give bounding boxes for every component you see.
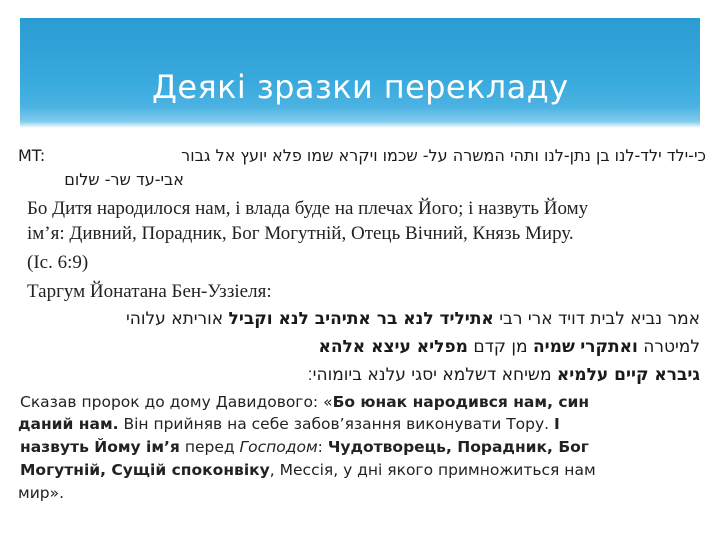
commentary-line-3-part-e: Чудотворець, Порадник, Бог (327, 438, 589, 456)
targum-line-3-part-b: משיחא דשלמא יסגי עלנא ביומוהי׃ (307, 365, 557, 385)
slide-title: Деякі зразки перекладу (152, 68, 569, 106)
hebrew-mt-line-2: אבי-עד שר- שלום (64, 170, 184, 189)
targum-line-1-part-c: אוריתא עלוהי (125, 309, 229, 329)
commentary-line-3-part-b: перед (179, 438, 240, 456)
targum-line-2-part-d: שמיה (532, 337, 575, 357)
targum-heading: Таргум Йонатана Бен-Уззіеля: (27, 281, 272, 302)
ukrainian-translation-line-1: Бо Дитя народилося нам, і влада буде на плечах Його; і назвуть Йому (27, 198, 589, 219)
scripture-reference: (Іс. 6:9) (27, 252, 89, 273)
targum-line-2-part-f: מפליא עיצא אלהא (318, 337, 468, 357)
commentary-line-5: мир». (18, 484, 65, 502)
commentary-line-3 (20, 438, 589, 456)
targum-line-3 (308, 365, 700, 385)
targum-line-1-part-b: אתיליד לנא בר אתיהיב לנא וקביל (228, 309, 494, 329)
commentary-line-3-part-a: назвуть Йому ім’я (20, 438, 180, 456)
commentary-line-2-part-b: Він прийняв на себе забов’язання виконувати Тору. (118, 415, 555, 433)
targum-line-3-part-a: גיברא קיים עלמיא (556, 365, 700, 385)
commentary-line-4-part-b: , Мессія, у дні якого примножиться нам (269, 461, 596, 479)
targum-line-2-part-a: למיטרה (637, 337, 700, 357)
hebrew-mt-line-1: כי-ילד ילד-לנו בן נתן-לנו ותהי המשרה על- שכמו ויקרא שמו פלא יועץ אל גבור (181, 146, 706, 165)
commentary-line-1-part-b: Бо юнак народився нам, син (332, 393, 590, 411)
commentary-line-1-part-a: Сказав пророк до дому Давидового: « (20, 393, 333, 411)
commentary-line-4 (20, 461, 596, 479)
commentary-line-2-part-c: І (554, 415, 560, 433)
commentary-line-2-part-a: даний нам. (18, 415, 119, 433)
commentary-line-3-part-d: : (317, 438, 328, 456)
commentary-line-4-part-a: Могутній, Сущій споконвіку (20, 461, 270, 479)
targum-line-1 (126, 309, 700, 329)
commentary-line-1 (20, 393, 589, 411)
targum-line-2-part-b: ואתקרי (580, 337, 638, 357)
mt-label: MT: (18, 146, 46, 165)
targum-line-2-part-e: מן קדם (467, 337, 533, 357)
targum-line-2 (318, 337, 700, 357)
targum-line-1-part-a: אמר נביא לבית דויד ארי רבי (493, 309, 700, 329)
commentary-line-2 (18, 415, 560, 433)
ukrainian-translation-line-2: ім’я: Дивний, Порадник, Бог Могутній, Отець Вічний, Князь Миру. (27, 223, 574, 244)
commentary-line-3-part-c: Господом (239, 438, 318, 456)
